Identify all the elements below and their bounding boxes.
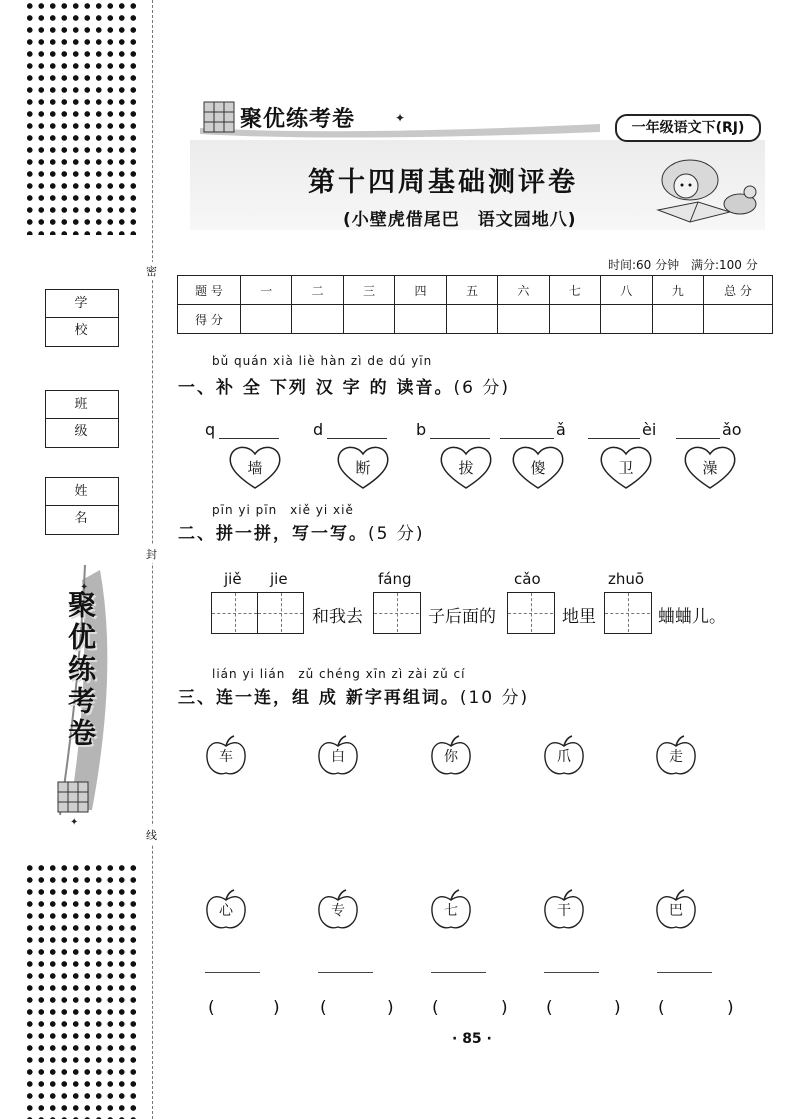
apple-char: 专 [331,903,345,919]
word-paren-open: ( [320,998,327,1018]
word-paren-close: ) [614,998,621,1018]
dot-pattern-bottom [24,862,142,1119]
exam-meta [600,256,758,273]
apple-bottom[interactable] [316,888,360,932]
section1-points: (6 分) [453,378,510,398]
initial-letter: d [313,420,324,439]
section3-heading [178,683,529,708]
score-col: 总 分 [704,276,773,305]
heart-char: 断 [355,459,371,477]
score-col: 四 [395,276,446,305]
score-cell[interactable] [395,305,446,334]
apple-bottom[interactable] [429,888,473,932]
apple-top[interactable] [316,734,360,778]
apple-char: 巴 [669,903,683,919]
answer-blank[interactable] [588,438,640,439]
apple-bottom[interactable] [204,888,248,932]
grid-cell[interactable] [212,593,257,632]
grid-cell[interactable] [258,593,303,632]
score-col: 六 [498,276,549,305]
score-col: 八 [601,276,652,305]
writing-grid-zhuo[interactable] [604,592,652,634]
apple-top[interactable] [542,734,586,778]
score-cell[interactable] [343,305,394,334]
grade-tag: 一年级语文下(RJ) [615,114,761,142]
section2-points: (5 分) [368,524,425,544]
heart-icon [227,444,283,490]
new-char-blank[interactable] [318,972,373,973]
time-limit: 时间:60 分钟 [608,258,680,272]
section2-pinyin: pīn yi pīn xiě yi xiě [212,503,354,517]
pinyin-fang: fáng [378,570,412,588]
score-table-score-row [178,305,773,334]
side-brand-logo [30,560,130,830]
class-field[interactable] [45,390,119,448]
word-paren-close: ) [727,998,734,1018]
score-col: 五 [446,276,497,305]
initial-letter: b [416,420,427,439]
sentence-text-2: 子后面的 [428,607,496,627]
page-number: · 85 · [452,1031,492,1047]
dot-pattern-top [24,0,142,235]
writing-grid-fang[interactable] [373,592,421,634]
apple-char: 七 [444,903,458,919]
score-col: 七 [549,276,600,305]
svg-text:✦: ✦ [70,817,79,828]
apple-top[interactable] [429,734,473,778]
apple-char: 走 [669,749,683,765]
school-label: 学 校 [46,290,118,318]
section3-points: (10 分) [459,688,530,708]
page-subtitle: (小壁虎借尾巴 语文园地八) [343,210,577,230]
reading-item [205,420,295,490]
reading-item [586,420,676,490]
section1-heading [178,373,510,398]
seal-char-xian: 线 [146,826,157,844]
score-table [177,275,773,334]
apple-char: 干 [557,903,571,919]
heart-icon [335,444,391,490]
heart-icon [598,444,654,490]
pinyin-zhuo: zhuō [608,570,645,588]
initial-letter: q [205,420,216,439]
apple-bottom[interactable] [654,888,698,932]
new-char-blank[interactable] [205,972,260,973]
word-paren-open: ( [658,998,665,1018]
svg-text:✦: ✦ [80,582,89,593]
apple-char: 爪 [557,749,571,765]
section3-title: 三、连一连，组 成 新字再组词。 [178,688,460,708]
grid-cell[interactable] [374,593,419,632]
brand-text: 聚优练考卷 [240,107,356,132]
answer-blank[interactable] [676,438,720,439]
reading-item [416,420,506,490]
answer-blank[interactable] [430,438,490,439]
score-col: 三 [343,276,394,305]
word-paren-open: ( [432,998,439,1018]
heart-icon [438,444,494,490]
new-char-blank[interactable] [544,972,599,973]
final-letter: èi [642,420,657,439]
apple-top[interactable] [204,734,248,778]
apple-char: 白 [331,749,345,765]
pinyin-jie1: jiě [224,570,242,588]
word-paren-close: ) [501,998,508,1018]
answer-blank[interactable] [327,438,387,439]
new-char-blank[interactable] [431,972,486,973]
score-cell[interactable] [549,305,600,334]
score-cell[interactable] [601,305,652,334]
grid-cell[interactable] [508,593,553,632]
apple-top[interactable] [654,734,698,778]
score-col: 一 [241,276,292,305]
seal-char-mi: 密 [146,262,157,280]
score-cell[interactable] [292,305,343,334]
score-table-header-row [178,276,773,305]
score-cell[interactable] [446,305,497,334]
final-letter: ǎ [556,420,566,439]
word-paren-close: ) [387,998,394,1018]
word-paren-open: ( [208,998,215,1018]
score-col: 二 [292,276,343,305]
score-cell[interactable] [241,305,292,334]
score-cell[interactable] [704,305,773,334]
apple-char: 心 [219,903,233,919]
heart-icon [510,444,566,490]
heart-char: 卫 [618,459,634,477]
section2-heading [178,519,424,544]
name-field[interactable] [45,477,119,535]
section2-title: 二、拼一拼，写一写。 [178,524,368,544]
reading-item [674,420,764,490]
score-table-label: 题 号 [178,276,241,305]
reading-item [313,420,403,490]
girl-reading-illustration [650,148,762,228]
apple-char: 你 [444,749,458,765]
reading-item [498,420,588,490]
answer-blank[interactable] [500,438,554,439]
score-cell[interactable] [498,305,549,334]
heart-char: 澡 [702,459,718,477]
sentence-text-3: 地里 [562,607,596,627]
section1-title: 一、补 全 下列 汉 字 的 读音。 [178,378,454,398]
school-field[interactable] [45,289,119,347]
apple-bottom[interactable] [542,888,586,932]
heart-char: 墙 [247,459,263,477]
score-col: 九 [652,276,704,305]
name-label: 姓 名 [46,478,118,506]
full-score: 满分:100 分 [690,258,758,272]
pinyin-cao: cǎo [514,570,541,588]
new-char-blank[interactable] [657,972,712,973]
brand-banner [190,98,610,138]
word-paren-close: ) [273,998,280,1018]
heart-char: 傻 [530,459,546,477]
grid-cell[interactable] [605,593,650,632]
seal-char-feng: 封 [146,545,157,563]
score-cell[interactable] [652,305,704,334]
side-brand-text: 聚优练考卷 [64,590,97,750]
writing-grid-jiejie[interactable] [211,592,304,634]
svg-text:✦: ✦ [395,111,406,125]
word-paren-open: ( [546,998,553,1018]
pinyin-jie2: jie [270,570,288,588]
page-title: 第十四周基础测评卷 [308,167,578,198]
section3-pinyin: lián yi lián zǔ chéng xīn zì zài zǔ cí [212,667,466,681]
final-letter: ǎo [722,420,742,439]
section1-pinyin: bǔ quán xià liè hàn zì de dú yīn [212,354,433,368]
score-row-label: 得 分 [178,305,241,334]
class-label: 班 级 [46,391,118,419]
sentence-text-4: 蛐蛐儿。 [658,607,726,627]
apple-char: 车 [219,749,233,765]
heart-icon [682,444,738,490]
answer-blank[interactable] [219,438,279,439]
heart-char: 拔 [458,459,474,477]
sentence-text-1: 和我去 [312,607,363,627]
writing-grid-cao[interactable] [507,592,555,634]
